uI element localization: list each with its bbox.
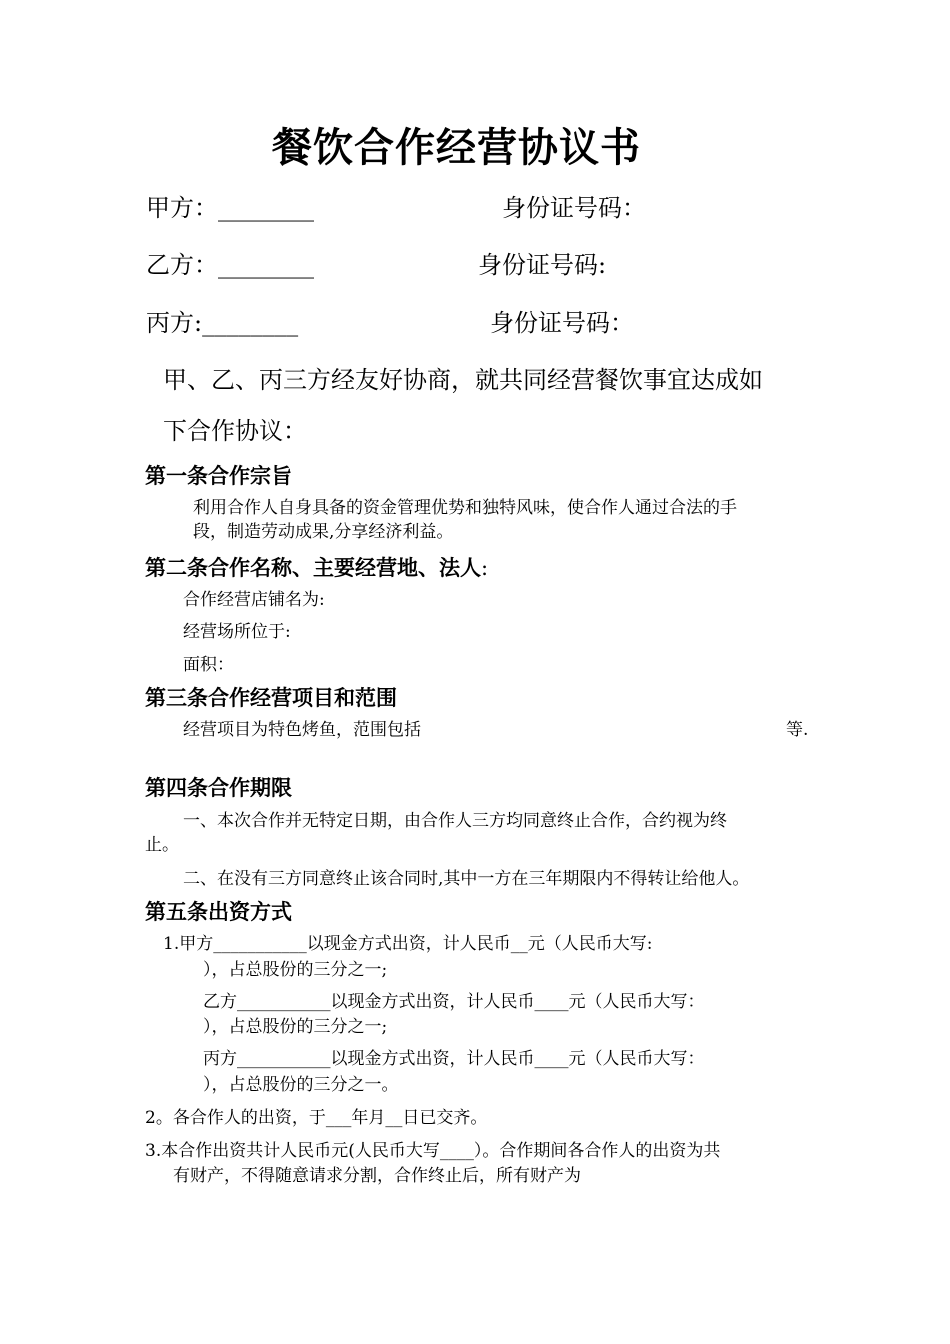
article-3-text-tail: 等. <box>786 720 809 740</box>
party-b-id-label: 身份证号码: <box>478 251 607 279</box>
party-a-label: 甲方：________ <box>146 194 314 222</box>
article-1-text-line-2: 段，制造劳动成果,分享经济利益。 <box>193 522 454 542</box>
party-a-id-label: 身份证号码： <box>502 194 646 222</box>
party-b-label: 乙方：________ <box>146 251 314 279</box>
article-5-item-1c-line-2: ），占总股份的三分之一。 <box>203 1075 399 1095</box>
article-5-item-3-line-2: 有财产，不得随意请求分割，合作终止后，所有财产为 <box>173 1166 581 1186</box>
party-c-id-label: 身份证号码： <box>490 309 634 337</box>
article-5-item-1b-line-2: ），占总股份的三分之一; <box>203 1017 388 1037</box>
article-4-para-1-line-1: 一、本次合作并无特定日期，由合作人三方均同意终止合作，合约视为终 <box>183 811 727 831</box>
article-2-area: 面积： <box>183 655 234 675</box>
article-2-location: 经营场所位于: <box>183 622 291 642</box>
intro-line-2: 下合作协议： <box>163 417 307 445</box>
article-3-text: 经营项目为特色烤鱼，范围包括 <box>183 720 421 740</box>
article-5-item-1-line-1: 1.甲方___________以现金方式出资，计人民币__元（人民币大写: <box>163 934 653 954</box>
article-2-shop-name: 合作经营店铺名为: <box>183 590 325 610</box>
article-5-item-2: 2。各合作人的出资，于___年月__日已交齐。 <box>145 1108 488 1128</box>
article-2-heading <box>145 555 488 581</box>
article-4-para-2: 二、在没有三方同意终止该合同时,其中一方在三年期限内不得转让给他人。 <box>183 869 750 889</box>
article-2-heading-text: 第二条合作名称、主要经营地、法人 <box>145 555 481 580</box>
article-4-para-1-line-2: 止。 <box>145 835 179 855</box>
article-5-item-1c-line-1: 丙方___________以现金方式出资，计人民币____元（人民币大写： <box>203 1049 705 1069</box>
article-5-heading: 第五条出资方式 <box>145 899 292 924</box>
article-4-heading: 第四条合作期限 <box>145 775 292 800</box>
article-1-text-line-1: 利用合作人自身具备的资金管理优势和独特风味，使合作人通过合法的手 <box>193 498 737 518</box>
article-5-item-1-line-2: ），占总股份的三分之一; <box>203 960 388 980</box>
article-3-heading: 第三条合作经营项目和范围 <box>145 685 397 710</box>
article-5-item-1b-line-1: 乙方___________以现金方式出资，计人民币____元（人民币大写： <box>203 992 705 1012</box>
article-1-heading: 第一条合作宗旨 <box>145 463 292 488</box>
article-5-item-3-line-1: 3.本合作出资共计人民币元(人民币大写____）。合作期间各合作人的出资为共 <box>145 1141 721 1161</box>
document-title: 餐饮合作经营协议书 <box>272 124 641 171</box>
intro-line-1: 甲、乙、丙三方经友好协商，就共同经营餐饮事宜达成如 <box>163 366 763 394</box>
party-c-label: 丙方:________ <box>146 309 299 337</box>
article-2-heading-colon: : <box>481 556 489 580</box>
